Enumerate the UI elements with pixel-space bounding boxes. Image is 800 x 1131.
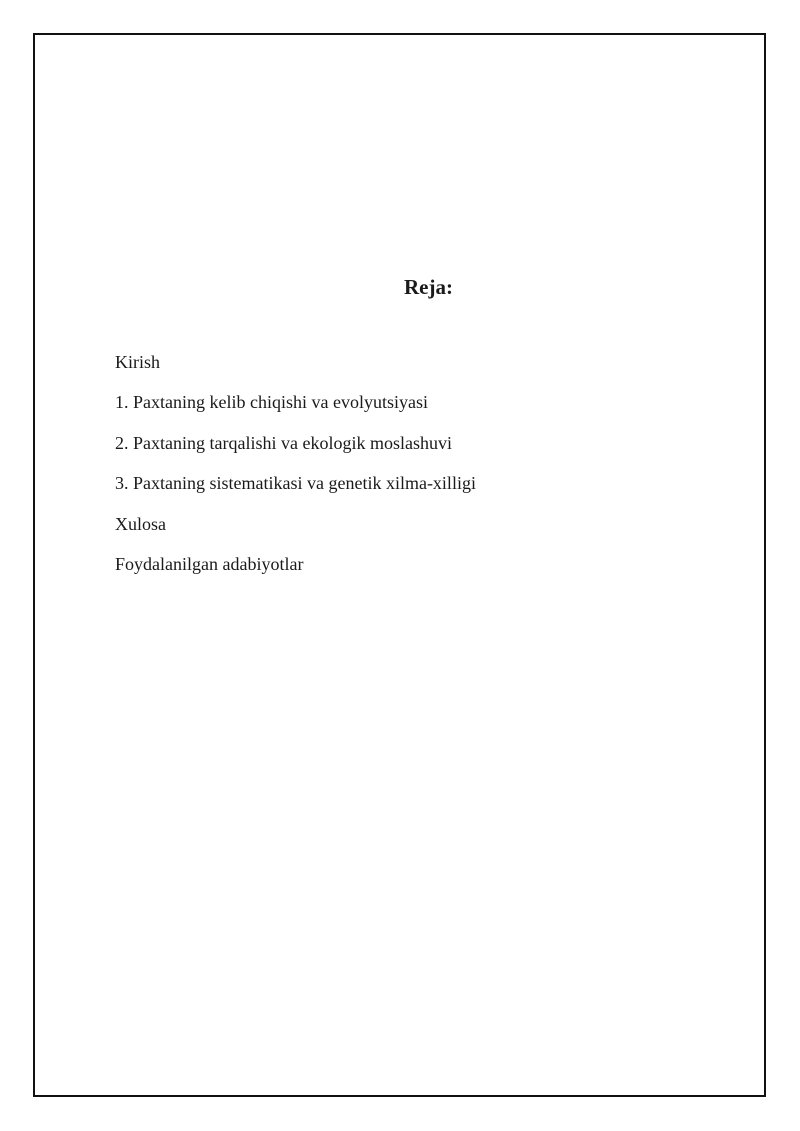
plan-item-references: Foydalanilgan adabiyotlar <box>115 553 304 574</box>
plan-list <box>115 350 476 592</box>
plan-item-2: 2. Paxtaning tarqalishi va ekologik moslashuvi <box>115 432 452 453</box>
plan-title: Reja: <box>404 275 453 299</box>
plan-item-conclusion: Xulosa <box>115 513 166 534</box>
plan-item-introduction: Kirish <box>115 352 160 372</box>
plan-item-3: 3. Paxtaning sistematikasi va genetik xilma-xilligi <box>115 473 476 494</box>
plan-item-1: 1. Paxtaning kelib chiqishi va evolyutsiyasi <box>115 392 428 413</box>
